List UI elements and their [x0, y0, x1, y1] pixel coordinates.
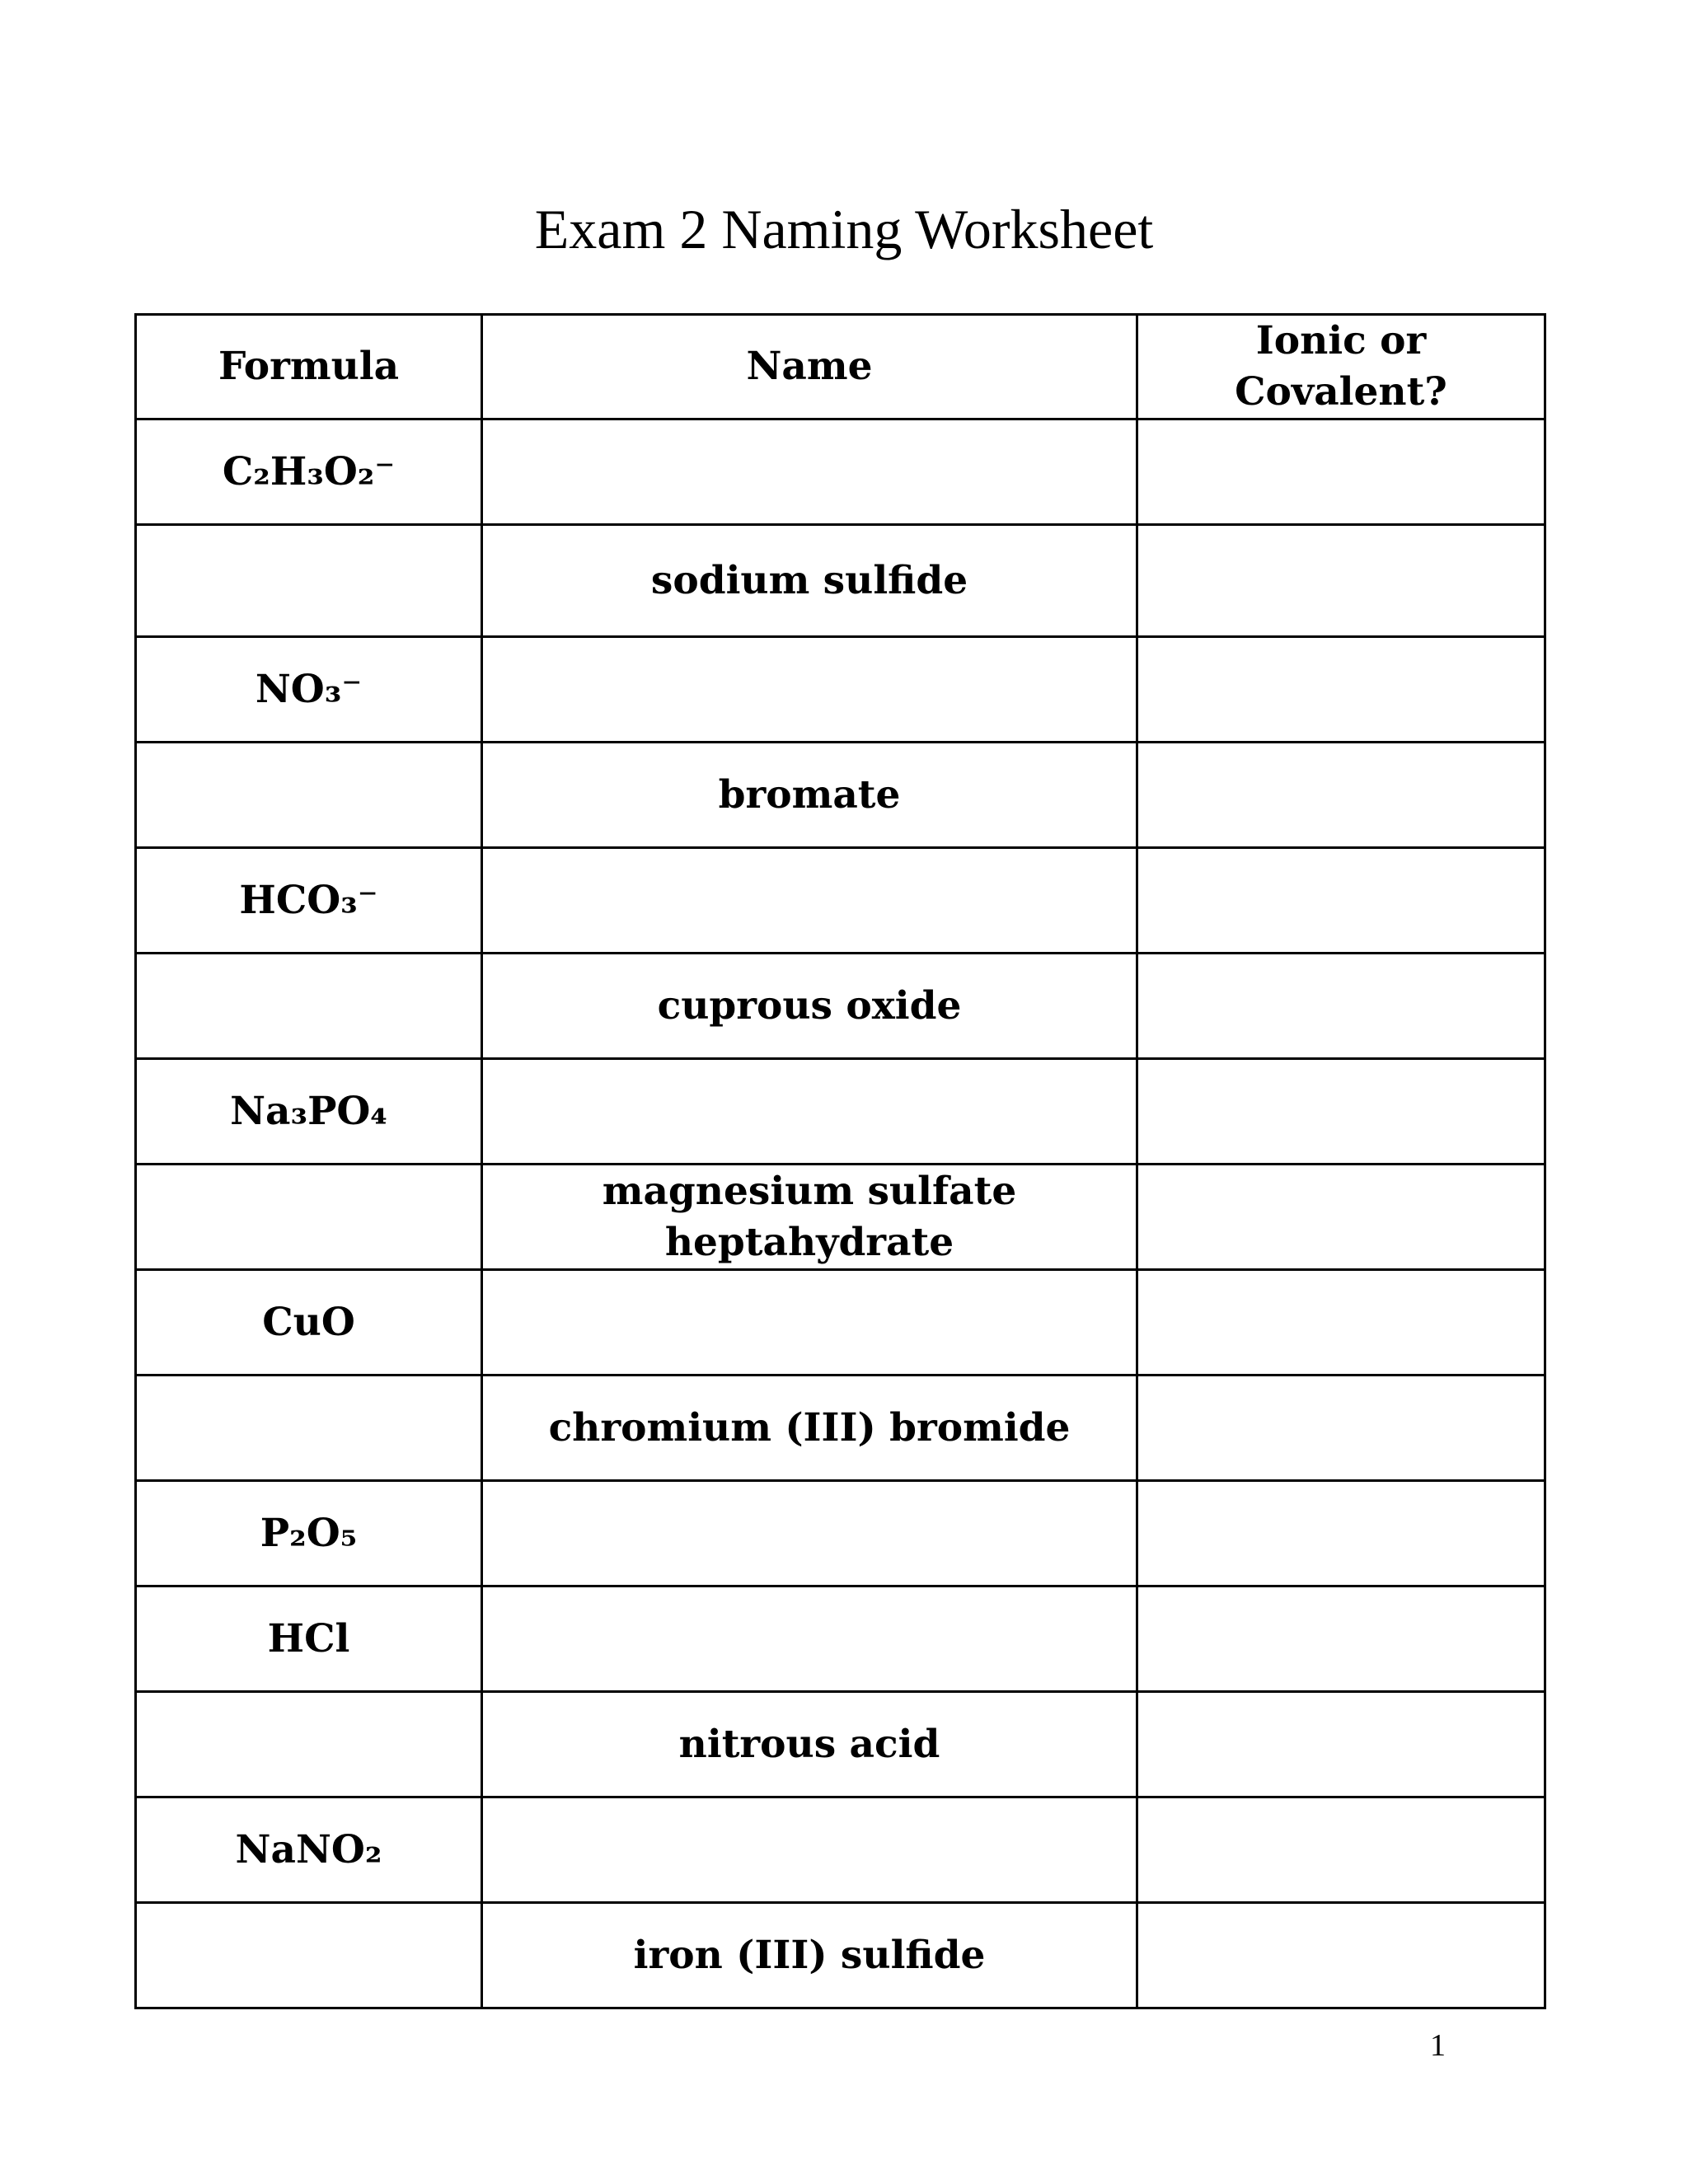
name-cell[interactable]: magnesium sulfate heptahydrate: [482, 1165, 1137, 1270]
table-row: [136, 1270, 1545, 1376]
ionic-or-covalent-cell[interactable]: [1137, 637, 1545, 743]
table-row: [136, 525, 1545, 637]
name-cell[interactable]: [482, 1586, 1137, 1692]
ionic-or-covalent-cell[interactable]: [1137, 1586, 1545, 1692]
table-row: [136, 1165, 1545, 1270]
name-cell[interactable]: bromate: [482, 743, 1137, 848]
formula-cell[interactable]: HCl: [136, 1586, 482, 1692]
name-cell[interactable]: [482, 1270, 1137, 1376]
ionic-or-covalent-cell[interactable]: [1137, 1692, 1545, 1797]
formula-cell[interactable]: [136, 1692, 482, 1797]
formula-cell[interactable]: [136, 525, 482, 637]
table-row: [136, 637, 1545, 743]
formula-cell[interactable]: NaNO₂: [136, 1797, 482, 1903]
formula-cell[interactable]: HCO₃⁻: [136, 848, 482, 954]
name-cell[interactable]: cuprous oxide: [482, 954, 1137, 1059]
ionic-or-covalent-cell[interactable]: [1137, 419, 1545, 525]
ionic-or-covalent-cell[interactable]: [1137, 1376, 1545, 1481]
table-row: [136, 743, 1545, 848]
formula-cell[interactable]: [136, 954, 482, 1059]
formula-cell[interactable]: NO₃⁻: [136, 637, 482, 743]
table-row: [136, 419, 1545, 525]
name-cell[interactable]: [482, 848, 1137, 954]
table-row: [136, 1797, 1545, 1903]
table-row: [136, 1692, 1545, 1797]
table-row: [136, 1376, 1545, 1481]
name-cell[interactable]: [482, 637, 1137, 743]
formula-cell[interactable]: CuO: [136, 1270, 482, 1376]
table-row: [136, 848, 1545, 954]
ionic-or-covalent-cell[interactable]: [1137, 954, 1545, 1059]
ionic-or-covalent-column-header: Ionic or Covalent?: [1137, 315, 1545, 419]
ionic-or-covalent-cell[interactable]: [1137, 1270, 1545, 1376]
table-row: [136, 954, 1545, 1059]
ionic-or-covalent-cell[interactable]: [1137, 1059, 1545, 1165]
formula-cell[interactable]: [136, 1903, 482, 2008]
formula-cell[interactable]: C₂H₃O₂⁻: [136, 419, 482, 525]
formula-cell[interactable]: Na₃PO₄: [136, 1059, 482, 1165]
formula-cell[interactable]: [136, 743, 482, 848]
table-row: [136, 1481, 1545, 1586]
name-cell[interactable]: [482, 1481, 1137, 1586]
ionic-or-covalent-cell[interactable]: [1137, 848, 1545, 954]
formula-cell[interactable]: [136, 1376, 482, 1481]
name-cell[interactable]: nitrous acid: [482, 1692, 1137, 1797]
formula-cell[interactable]: [136, 1165, 482, 1270]
page-number: 1: [1430, 2028, 1446, 2063]
ionic-or-covalent-cell[interactable]: [1137, 743, 1545, 848]
name-cell[interactable]: iron (III) sulfide: [482, 1903, 1137, 2008]
page-title: Exam 2 Naming Worksheet: [534, 198, 1154, 260]
formula-column-header: Formula: [136, 315, 482, 419]
name-cell[interactable]: chromium (III) bromide: [482, 1376, 1137, 1481]
name-column-header: Name: [482, 315, 1137, 419]
name-cell[interactable]: [482, 1797, 1137, 1903]
name-cell[interactable]: sodium sulfide: [482, 525, 1137, 637]
ionic-or-covalent-cell[interactable]: [1137, 525, 1545, 637]
table-header-row: [136, 315, 1545, 419]
ionic-or-covalent-cell[interactable]: [1137, 1797, 1545, 1903]
ionic-or-covalent-cell[interactable]: [1137, 1903, 1545, 2008]
name-cell[interactable]: [482, 1059, 1137, 1165]
table-row: [136, 1586, 1545, 1692]
table-row: [136, 1059, 1545, 1165]
naming-worksheet-table: [134, 313, 1546, 2009]
formula-cell[interactable]: P₂O₅: [136, 1481, 482, 1586]
table-row: [136, 1903, 1545, 2008]
ionic-or-covalent-cell[interactable]: [1137, 1481, 1545, 1586]
name-cell[interactable]: [482, 419, 1137, 525]
ionic-or-covalent-cell[interactable]: [1137, 1165, 1545, 1270]
